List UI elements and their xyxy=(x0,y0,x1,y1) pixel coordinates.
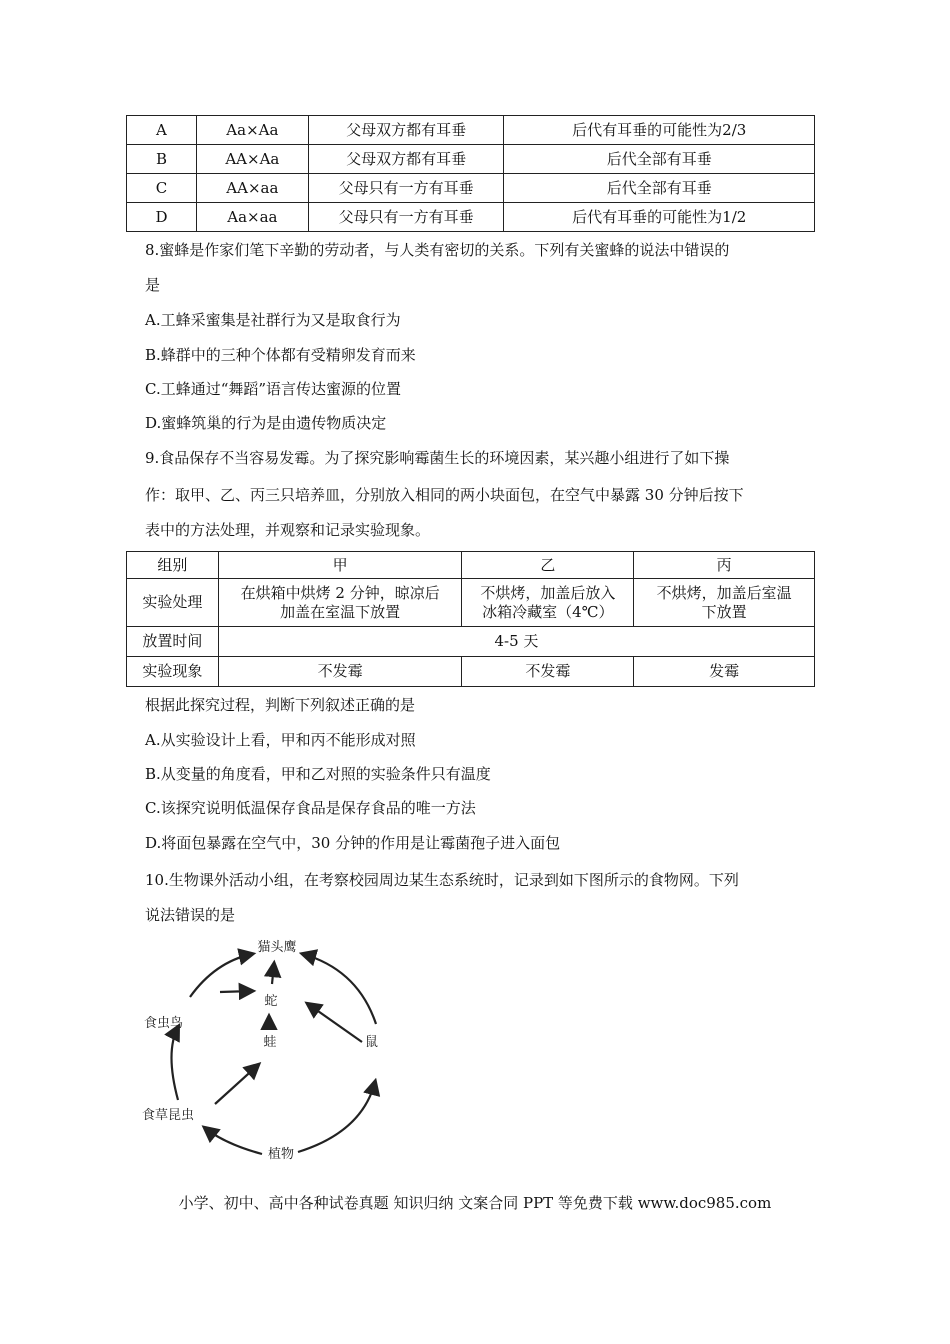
table-row xyxy=(127,657,815,687)
table-row xyxy=(127,552,815,579)
table-cell: 后代有耳垂的可能性为1/2 xyxy=(504,203,815,232)
arrow-plant-to-insect xyxy=(205,1128,262,1154)
food-web-diagram xyxy=(140,932,400,1172)
table-cell: 父母双方都有耳垂 xyxy=(308,145,504,174)
arrow-insect-to-bird xyxy=(172,1027,179,1100)
cell-text: 冰箱冷藏室（4℃） xyxy=(482,602,614,621)
header-cell: 甲 xyxy=(218,552,462,579)
row-label: 实验现象 xyxy=(127,657,219,687)
q9-stem-line-2: 作：取甲、乙、丙三只培养皿，分别放入相同的两小块面包，在空气中暴露 30 分钟后按下 xyxy=(145,486,744,504)
q9-stem-line-3: 表中的方法处理，并观察和记录实验现象。 xyxy=(145,521,431,539)
mold-experiment-table xyxy=(126,551,815,687)
insect-label: 食草昆虫 xyxy=(142,1108,195,1123)
cell-text: 不烘烤，加盖后室温 xyxy=(656,583,792,602)
bird-label: 食虫鸟 xyxy=(144,1016,184,1031)
table-row xyxy=(127,579,815,627)
table-cell xyxy=(634,579,815,627)
q8-option-d: D.蜜蜂筑巢的行为是由遗传物质决定 xyxy=(145,414,387,432)
table-row xyxy=(127,627,815,657)
q10-stem-line-1: 10.生物课外活动小组，在考察校园周边某生态系统时，记录到如下图所示的食物网。下列 xyxy=(145,871,739,889)
table-cell: D xyxy=(127,203,197,232)
table-cell: 不发霉 xyxy=(218,657,462,687)
table-row xyxy=(127,145,815,174)
table-row xyxy=(127,174,815,203)
table-row xyxy=(127,116,815,145)
table-cell: B xyxy=(127,145,197,174)
arrow-bird-to-snake xyxy=(220,991,252,992)
q8-option-c: C.工蜂通过“舞蹈”语言传达蜜源的位置 xyxy=(145,380,402,398)
owl-label: 猫头鹰 xyxy=(257,940,297,955)
cell-text: 不烘烤，加盖后放入 xyxy=(480,583,616,602)
q8-option-b: B.蜂群中的三种个体都有受精卵发育而来 xyxy=(145,346,416,364)
table-cell: AA×aa xyxy=(196,174,308,203)
table-cell: 不发霉 xyxy=(462,657,634,687)
snake-label: 蛇 xyxy=(264,994,278,1009)
header-cell: 丙 xyxy=(634,552,815,579)
table-cell: 父母只有一方有耳垂 xyxy=(308,174,504,203)
table-cell xyxy=(218,579,462,627)
q8-stem-line-1: 8.蜜蜂是作家们笔下辛勤的劳动者，与人类有密切的关系。下列有关蜜蜂的说法中错误的 xyxy=(145,241,730,259)
header-cell: 组别 xyxy=(127,552,219,579)
earlobe-genetics-table xyxy=(126,115,815,232)
page-footer: 小学、初中、高中各种试卷真题 知识归纳 文案合同 PPT 等免费下载 www.doc985.com xyxy=(178,1194,772,1212)
q9-question: 根据此探究过程，判断下列叙述正确的是 xyxy=(145,696,416,714)
table-row xyxy=(127,203,815,232)
table-cell: 发霉 xyxy=(634,657,815,687)
plant-label: 植物 xyxy=(267,1147,295,1162)
table-cell: 父母双方都有耳垂 xyxy=(308,116,504,145)
q10-stem-line-2: 说法错误的是 xyxy=(145,906,236,924)
table-cell: 后代全部有耳垂 xyxy=(504,174,815,203)
table-cell xyxy=(462,579,634,627)
q9-option-d: D.将面包暴露在空气中，30 分钟的作用是让霉菌孢子进入面包 xyxy=(145,834,561,852)
row-label: 放置时间 xyxy=(127,627,219,657)
table-cell: 后代有耳垂的可能性为2/3 xyxy=(504,116,815,145)
header-cell: 乙 xyxy=(462,552,634,579)
cell-text: 在烘箱中烘烤 2 分钟，晾凉后 xyxy=(240,583,440,602)
row-label: 实验处理 xyxy=(127,579,219,627)
table-cell: 父母只有一方有耳垂 xyxy=(308,203,504,232)
arrow-snake-to-owl xyxy=(272,964,274,984)
mouse-label: 鼠 xyxy=(365,1035,379,1050)
table-cell: 4-5 天 xyxy=(218,627,814,657)
q9-option-a: A.从实验设计上看，甲和丙不能形成对照 xyxy=(145,731,416,749)
arrow-mouse-to-owl xyxy=(303,954,376,1024)
cell-text: 加盖在室温下放置 xyxy=(280,602,401,621)
table-cell: AA×Aa xyxy=(196,145,308,174)
arrow-mouse-to-snake xyxy=(308,1004,362,1042)
table-cell: 后代全部有耳垂 xyxy=(504,145,815,174)
cell-text: 下放置 xyxy=(701,602,747,621)
q9-stem-line-1: 9.食品保存不当容易发霉。为了探究影响霉菌生长的环境因素，某兴趣小组进行了如下操 xyxy=(145,449,730,467)
table-cell: C xyxy=(127,174,197,203)
q9-option-b: B.从变量的角度看，甲和乙对照的实验条件只有温度 xyxy=(145,765,491,783)
q9-option-c: C.该探究说明低温保存食品是保存食品的唯一方法 xyxy=(145,799,476,817)
q8-stem-line-2: 是 xyxy=(145,276,161,294)
arrow-insect-to-frog xyxy=(215,1065,258,1104)
arrow-plant-to-mouse xyxy=(298,1082,375,1152)
table-cell: Aa×Aa xyxy=(196,116,308,145)
table-cell: Aa×aa xyxy=(196,203,308,232)
table-cell: A xyxy=(127,116,197,145)
frog-label: 蛙 xyxy=(263,1035,277,1050)
q8-option-a: A.工蜂采蜜集是社群行为又是取食行为 xyxy=(145,311,401,329)
